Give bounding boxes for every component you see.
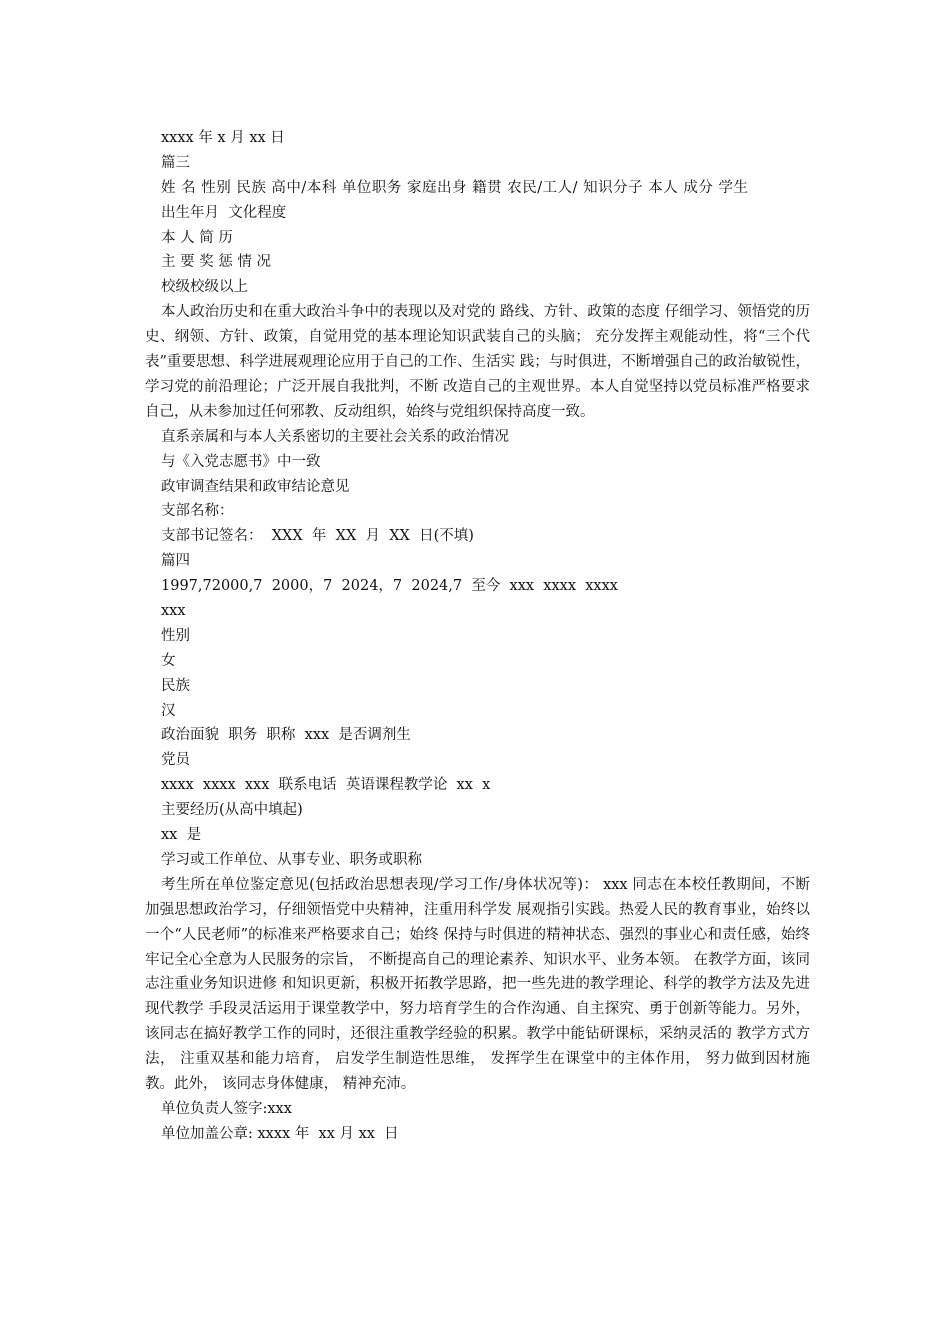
branch-name-line: 支部名称： — [161, 503, 234, 520]
branch-secretary-line: 支部书记签名： XXX 年 XX 月 XX 日(不填) — [161, 528, 474, 545]
unit-head-signature: 单位负责人签字:xxx — [161, 1100, 292, 1117]
timeline-line: 1997,72000,7 2000，7 2024，7 2024,7 至今 xxx xxxx xxxx — [161, 578, 618, 595]
ethnicity-label: 民族 — [161, 677, 190, 694]
document-body — [145, 126, 810, 1147]
xx-yes-line: xx 是 — [161, 827, 202, 844]
party-member-line: 党员 — [161, 752, 190, 769]
birth-education-line: 出生年月 文化程度 — [161, 204, 287, 221]
political-line: 政治面貌 职务 职称 xxx 是否调剂生 — [161, 727, 411, 744]
section-four-title: 篇四 — [161, 553, 190, 570]
contact-line: xxxx xxxx xxx 联系电话 英语课程教学论 xx x — [161, 777, 491, 794]
name-value: xxx — [161, 603, 186, 620]
appraisal-paragraph: 考生所在单位鉴定意见(包括政治思想表现/学习工作/身体状况等)： xxx 同志在本校任教期间，不断加强思想政治学习，仔细领悟党中央精神，注重用科学发 展观指引实践。热爱人民的教育事业，始终以一个“人民老师”的标准来严格要求自己；始终 保持与时俱进的精神状态、强烈的事业心和责任感，始终牢记全心全意为人民服务的宗旨， 不断提高自己的理论素养、知识水平、业务本领。 在教学方面，该同志注重业务知识进修 和知识更新，积极开拓教学思路，把一些先进的教学理论、科学的教学方法及先进现代教学 手段灵活运用于课堂教学中，努力培育学生的合作沟通、自主探究、勇于创新等能力。另外， 该同志在搞好教学工作的同时，还很注重教学经验的积累。教学中能钻研课标，采纳灵活的 教学方式方法， 注重双基和能力培育， 启发学生制造性思维， 发挥学生在课堂中的主体作用， 努力做到因材施教。此外， 该同志身体健康， 精神充沛。 — [145, 876, 810, 1093]
relatives-line: 直系亲属和与本人关系密切的主要社会关系的政治情况 — [161, 428, 509, 445]
political-history-paragraph: 本人政治历史和在重大政治斗争中的表现以及对党的 路线、方针、政策的态度 仔细学习、领悟党的历史、纲领、方针、政策，自觉用党的基本理论知识武装自己的头脑； 充分发挥主观能动性，将“三个代表”重要思想、科学进展观理论应用于自己的工作、生活实 践；与时俱进，不断增强自己的政治敏锐性，学习党的前沿理论；广泛开展自我批判，不断 改造自己的主观世界。本人自觉坚持以党员标准严格要求自己，从未参加过任何邪教、反动组织，始终与党组织保持高度一致。 — [145, 304, 810, 420]
gender-value: 女 — [161, 652, 176, 669]
section-three-title: 篇三 — [161, 154, 190, 171]
resume-label: 本 人 简 历 — [161, 229, 233, 246]
awards-label: 主 要 奖 惩 情 况 — [161, 254, 272, 271]
unit-seal-line: 单位加盖公章: xxxx 年 xx 月 xx 日 — [161, 1125, 399, 1142]
review-line: 政审调查结果和政审结论意见 — [161, 478, 350, 495]
gender-label: 性别 — [161, 627, 190, 644]
consistent-line: 与《入党志愿书》中一致 — [161, 453, 321, 470]
experience-label: 主要经历(从高中填起) — [161, 802, 303, 819]
ethnicity-value: 汉 — [161, 702, 176, 719]
date-line: xxxx 年 x 月 xx 日 — [161, 130, 285, 146]
form-fields-line: 姓 名 性别 民族 高中/本科 单位职务 家庭出身 籍贯 农民/工人/ 知识分子 本人 成分 学生 — [161, 179, 749, 196]
study-work-line: 学习或工作单位、从事专业、职务或职称 — [161, 851, 422, 868]
school-level-line: 校级校级以上 — [161, 279, 248, 296]
